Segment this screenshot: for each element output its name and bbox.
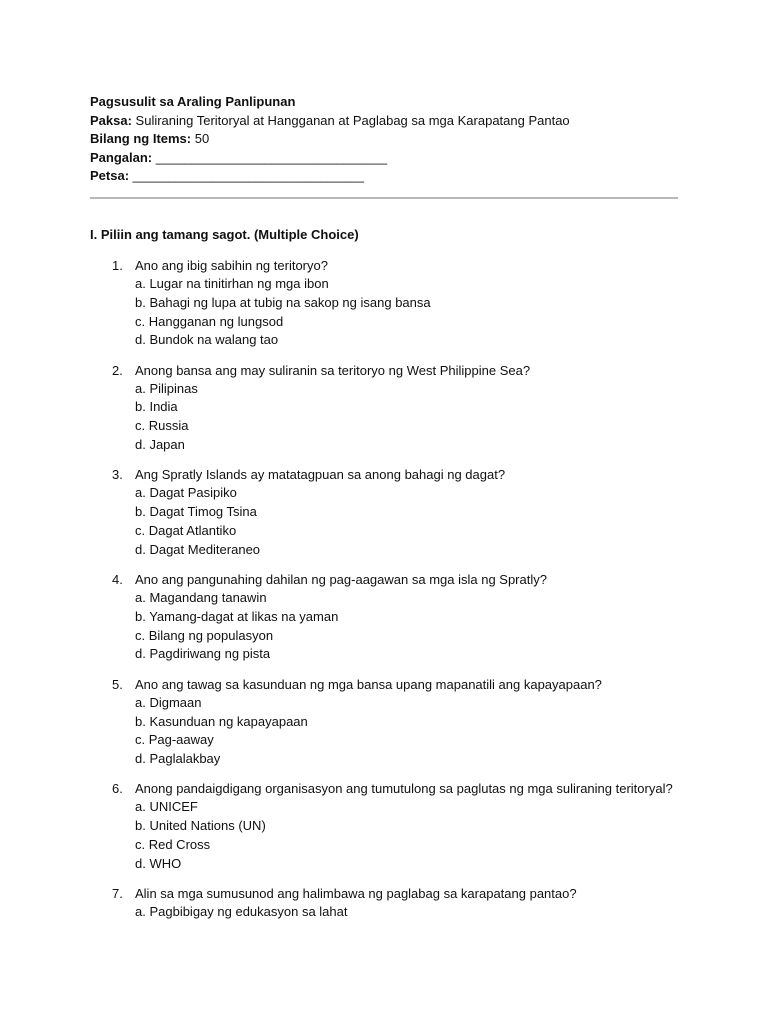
items-row <box>90 130 570 149</box>
question-item <box>112 570 712 664</box>
answer-option[interactable]: a. Pagbibigay ng edukasyon sa lahat <box>135 904 348 920</box>
answer-options <box>135 694 712 769</box>
question-line <box>112 570 712 589</box>
question-item <box>112 361 712 455</box>
question-text: Ano ang tawag sa kasunduan ng mga bansa upang mapanatili ang kapayapaan? <box>135 676 602 692</box>
question-text: Anong bansa ang may suliranin sa teritoryo ng West Philippine Sea? <box>135 362 531 378</box>
answer-option[interactable]: a. Magandang tanawin <box>135 590 267 606</box>
question-item <box>112 465 712 559</box>
answer-option[interactable]: d. Paglalakbay <box>135 751 221 767</box>
question-number: 6. <box>112 781 123 797</box>
answer-option[interactable]: c. Bilang ng populasyon <box>135 627 274 643</box>
answer-option[interactable]: b. India <box>135 399 178 415</box>
question-number: 3. <box>112 467 123 483</box>
answer-options <box>135 589 712 664</box>
question-text: Ang Spratly Islands ay matatagpuan sa anong bahagi ng dagat? <box>135 467 506 483</box>
items-label: Bilang ng Items: <box>90 131 192 146</box>
section-title: I. Piliin ang tamang sagot. (Multiple Choice) <box>90 227 359 242</box>
question-item <box>112 675 712 769</box>
question-line <box>112 884 712 903</box>
answer-option[interactable]: d. WHO <box>135 855 182 871</box>
question-text: Ano ang pangunahing dahilan ng pag-aagawan sa mga isla ng Spratly? <box>135 572 547 588</box>
answer-option[interactable]: b. Kasunduan ng kapayapaan <box>135 713 308 729</box>
question-text: Anong pandaigdigang organisasyon ang tumutulong sa paglutas ng mga suliraning teritoryal? <box>135 781 673 797</box>
answer-option[interactable]: c. Red Cross <box>135 837 211 853</box>
answer-option[interactable]: b. Dagat Timog Tsina <box>135 504 257 520</box>
document-title-row <box>90 93 570 112</box>
header-divider <box>90 197 678 199</box>
paksa-row <box>90 112 570 131</box>
question-text: Alin sa mga sumusunod ang halimbawa ng paglabag sa karapatang pantao? <box>135 886 577 902</box>
question-line <box>112 675 712 694</box>
answer-option[interactable]: a. Lugar na tinitirhan ng mga ibon <box>135 276 329 291</box>
answer-options <box>135 275 712 350</box>
answer-option[interactable]: a. Pilipinas <box>135 380 198 396</box>
question-number: 4. <box>112 572 123 588</box>
question-number: 1. <box>112 258 123 273</box>
petsa-label: Petsa: <box>90 168 130 183</box>
items-value: 50 <box>194 131 210 146</box>
answer-option[interactable]: d. Dagat Mediteraneo <box>135 541 261 557</box>
paksa-value: Suliraning Teritoryal at Hangganan at Paglabag sa mga Karapatang Pantao <box>135 112 570 128</box>
answer-option[interactable]: b. Yamang-dagat at likas na yaman <box>135 608 339 624</box>
answer-options <box>135 798 712 873</box>
answer-option[interactable]: a. UNICEF <box>135 799 198 815</box>
question-number: 7. <box>112 886 123 902</box>
pangalan-label: Pangalan: <box>90 149 153 165</box>
question-line <box>112 465 712 484</box>
answer-option[interactable]: c. Pag-aaway <box>135 732 214 748</box>
answer-option[interactable]: a. Digmaan <box>135 694 202 710</box>
question-line <box>112 256 712 275</box>
petsa-row <box>90 167 570 186</box>
petsa-blank[interactable]: ________________________________ <box>132 168 365 183</box>
answer-option[interactable]: a. Dagat Pasipiko <box>135 485 237 501</box>
question-line <box>112 779 712 798</box>
document-header <box>90 93 570 186</box>
question-item <box>112 884 712 922</box>
answer-option[interactable]: b. Bahagi ng lupa at tubig na sakop ng isang bansa <box>135 294 431 310</box>
pangalan-blank[interactable]: ________________________________ <box>155 149 388 165</box>
answer-option[interactable]: d. Pagdiriwang ng pista <box>135 646 271 662</box>
answer-options <box>135 380 712 455</box>
question-item <box>112 779 712 873</box>
answer-options <box>135 484 712 559</box>
document-title: Pagsusulit sa Araling Panlipunan <box>90 94 296 109</box>
question-list <box>112 256 712 932</box>
answer-option[interactable]: d. Japan <box>135 437 185 453</box>
answer-option[interactable]: d. Bundok na walang tao <box>135 332 279 348</box>
question-number: 5. <box>112 676 123 692</box>
question-item <box>112 256 712 350</box>
answer-option[interactable]: c. Russia <box>135 418 189 434</box>
answer-option[interactable]: c. Hangganan ng lungsod <box>135 313 284 329</box>
answer-options <box>135 903 712 922</box>
answer-option[interactable]: c. Dagat Atlantiko <box>135 522 237 538</box>
answer-option[interactable]: b. United Nations (UN) <box>135 818 266 834</box>
paksa-label: Paksa: <box>90 112 132 128</box>
question-line <box>112 361 712 380</box>
question-number: 2. <box>112 362 123 378</box>
question-text: Ano ang ibig sabihin ng teritoryo? <box>135 258 328 273</box>
pangalan-row <box>90 149 570 168</box>
